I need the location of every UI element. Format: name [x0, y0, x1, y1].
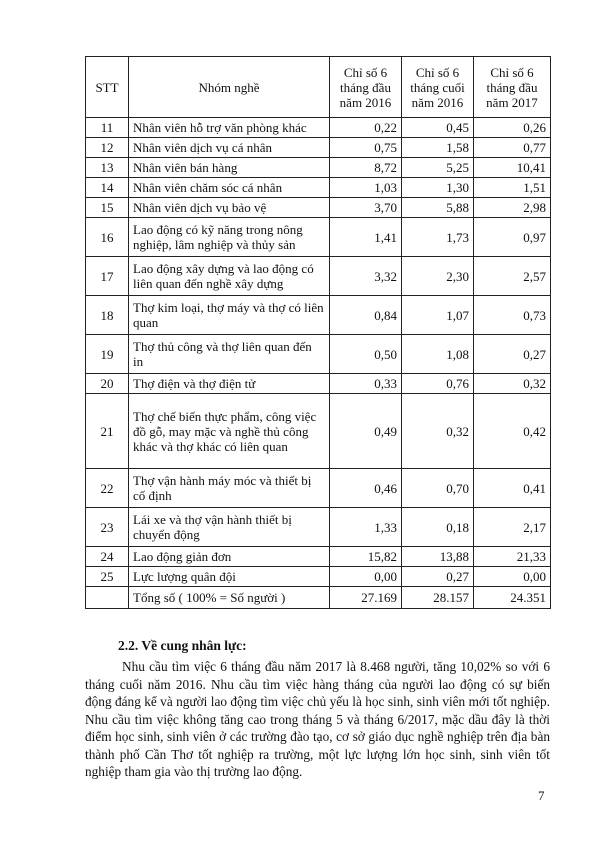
- row-stt: 16: [86, 218, 129, 257]
- row-stt: 23: [86, 508, 129, 547]
- row-occupation: Nhân viên bán hàng: [129, 158, 330, 178]
- row-value-h1-2017: 2,98: [474, 198, 551, 218]
- row-value-h1-2017: 0,42: [474, 394, 551, 469]
- row-value-h2-2016: 13,88: [402, 547, 474, 567]
- table-row: [86, 567, 551, 587]
- row-value-h2-2016: 1,73: [402, 218, 474, 257]
- header-occupation-group: Nhóm nghề: [129, 57, 330, 118]
- row-occupation: Nhân viên dịch vụ cá nhân: [129, 138, 330, 158]
- row-value-h1-2017: 0,00: [474, 567, 551, 587]
- table-row: [86, 118, 551, 138]
- table-row: [86, 335, 551, 374]
- row-stt: 15: [86, 198, 129, 218]
- table-row: [86, 296, 551, 335]
- row-value-h1-2016: 1,03: [330, 178, 402, 198]
- row-occupation: Lực lượng quân đội: [129, 567, 330, 587]
- row-value-h2-2016: 2,30: [402, 257, 474, 296]
- row-occupation: Lao động xây dựng và lao động có liên quan đến nghề xây dựng: [129, 257, 330, 296]
- row-value-h1-2016: 0,22: [330, 118, 402, 138]
- row-stt: 19: [86, 335, 129, 374]
- row-value-h1-2016: 3,32: [330, 257, 402, 296]
- row-value-h1-2016: 0,84: [330, 296, 402, 335]
- row-stt: 12: [86, 138, 129, 158]
- header-stt: STT: [86, 57, 129, 118]
- row-value-h1-2016: 15,82: [330, 547, 402, 567]
- row-value-h2-2016: 1,08: [402, 335, 474, 374]
- row-occupation: Tổng số ( 100% = Số người ): [129, 587, 330, 609]
- row-value-h1-2017: 0,27: [474, 335, 551, 374]
- table-row: [86, 158, 551, 178]
- row-stt: 20: [86, 374, 129, 394]
- section-heading: 2.2. Về cung nhân lực:: [118, 638, 247, 653]
- row-occupation: Thợ chế biến thực phẩm, công việc đồ gỗ, may mặc và nghề thủ công khác và thợ khác có liên quan: [129, 394, 330, 469]
- row-value-h1-2017: 0,26: [474, 118, 551, 138]
- row-stt: 13: [86, 158, 129, 178]
- row-value-h1-2016: 3,70: [330, 198, 402, 218]
- row-occupation: Lao động có kỹ năng trong nông nghiệp, lâm nghiệp và thủy sản: [129, 218, 330, 257]
- row-value-h1-2016: 8,72: [330, 158, 402, 178]
- row-value-h2-2016: 0,45: [402, 118, 474, 138]
- row-occupation: Thợ kim loại, thợ máy và thợ có liên quan: [129, 296, 330, 335]
- row-value-h1-2017: 2,17: [474, 508, 551, 547]
- row-occupation: Thợ vận hành máy móc và thiết bị cố định: [129, 469, 330, 508]
- row-value-h2-2016: 1,58: [402, 138, 474, 158]
- row-value-h1-2017: 21,33: [474, 547, 551, 567]
- page-number: 7: [538, 788, 545, 803]
- row-value-h1-2017: 0,73: [474, 296, 551, 335]
- header-h2-2016: Chỉ số 6 tháng cuối năm 2016: [402, 57, 474, 118]
- row-value-h1-2016: 0,46: [330, 469, 402, 508]
- row-value-h1-2016: 0,75: [330, 138, 402, 158]
- table-row: [86, 394, 551, 469]
- table-row: [86, 257, 551, 296]
- row-occupation: Nhân viên dịch vụ bảo vệ: [129, 198, 330, 218]
- row-stt: 14: [86, 178, 129, 198]
- row-value-h2-2016: 1,07: [402, 296, 474, 335]
- row-occupation: Nhân viên chăm sóc cá nhân: [129, 178, 330, 198]
- row-value-h2-2016: 0,27: [402, 567, 474, 587]
- table-row: [86, 138, 551, 158]
- row-value-h2-2016: 28.157: [402, 587, 474, 609]
- row-occupation: Lái xe và thợ vận hành thiết bị chuyển động: [129, 508, 330, 547]
- row-value-h1-2017: 0,97: [474, 218, 551, 257]
- row-stt: 17: [86, 257, 129, 296]
- table-row: [86, 178, 551, 198]
- row-value-h2-2016: 0,70: [402, 469, 474, 508]
- row-value-h1-2016: 0,00: [330, 567, 402, 587]
- occupation-index-table: [85, 56, 551, 609]
- row-value-h1-2016: 27.169: [330, 587, 402, 609]
- row-stt: 25: [86, 567, 129, 587]
- row-stt: 21: [86, 394, 129, 469]
- row-value-h2-2016: 5,25: [402, 158, 474, 178]
- table-row: [86, 198, 551, 218]
- table-row: [86, 469, 551, 508]
- row-stt: 18: [86, 296, 129, 335]
- table-row: [86, 547, 551, 567]
- row-value-h1-2017: 0,32: [474, 374, 551, 394]
- table-header-row: [86, 57, 551, 118]
- row-value-h2-2016: 0,32: [402, 394, 474, 469]
- row-value-h1-2016: 0,50: [330, 335, 402, 374]
- row-occupation: Nhân viên hỗ trợ văn phòng khác: [129, 118, 330, 138]
- row-occupation: Thợ điện và thợ điện tử: [129, 374, 330, 394]
- row-value-h2-2016: 5,88: [402, 198, 474, 218]
- section-paragraph: Nhu cầu tìm việc 6 tháng đầu năm 2017 là 8.468 người, tăng 10,02% so với 6 tháng cuối năm 2016. Nhu cầu tìm việc hàng tháng của người lao động có sự biến động đáng kể và người lao động tìm việc chủ yếu là học sinh, sinh viên mới tốt nghiệp. Nhu cầu tìm việc không tăng cao trong tháng 5 và tháng 6/2017, mặc dầu đây là thời điểm học sinh, sinh viên ở các trường đào tạo, cơ sở giáo dục nghề nghiệp trên địa bàn thành phố Cần Thơ tốt nghiệp ra trường, một lực lượng lớn học sinh, sinh viên tốt nghiệp tham gia vào thị trường lao động.: [85, 659, 550, 779]
- row-occupation: Lao động giản đơn: [129, 547, 330, 567]
- row-value-h2-2016: 0,18: [402, 508, 474, 547]
- header-h1-2016: Chỉ số 6 tháng đầu năm 2016: [330, 57, 402, 118]
- row-value-h1-2017: 24.351: [474, 587, 551, 609]
- row-value-h1-2017: 0,77: [474, 138, 551, 158]
- table-row: [86, 508, 551, 547]
- header-h1-2017: Chỉ số 6 tháng đầu năm 2017: [474, 57, 551, 118]
- row-stt: 11: [86, 118, 129, 138]
- row-value-h1-2017: 0,41: [474, 469, 551, 508]
- row-stt: 22: [86, 469, 129, 508]
- table-body: [86, 118, 551, 609]
- row-stt: 24: [86, 547, 129, 567]
- table-row: [86, 374, 551, 394]
- row-occupation: Thợ thủ công và thợ liên quan đến in: [129, 335, 330, 374]
- row-value-h2-2016: 0,76: [402, 374, 474, 394]
- row-stt: [86, 587, 129, 609]
- row-value-h1-2016: 1,41: [330, 218, 402, 257]
- table-row: [86, 218, 551, 257]
- row-value-h1-2017: 10,41: [474, 158, 551, 178]
- table-total-row: [86, 587, 551, 609]
- row-value-h1-2016: 0,33: [330, 374, 402, 394]
- row-value-h1-2017: 1,51: [474, 178, 551, 198]
- row-value-h1-2016: 1,33: [330, 508, 402, 547]
- row-value-h1-2016: 0,49: [330, 394, 402, 469]
- row-value-h2-2016: 1,30: [402, 178, 474, 198]
- row-value-h1-2017: 2,57: [474, 257, 551, 296]
